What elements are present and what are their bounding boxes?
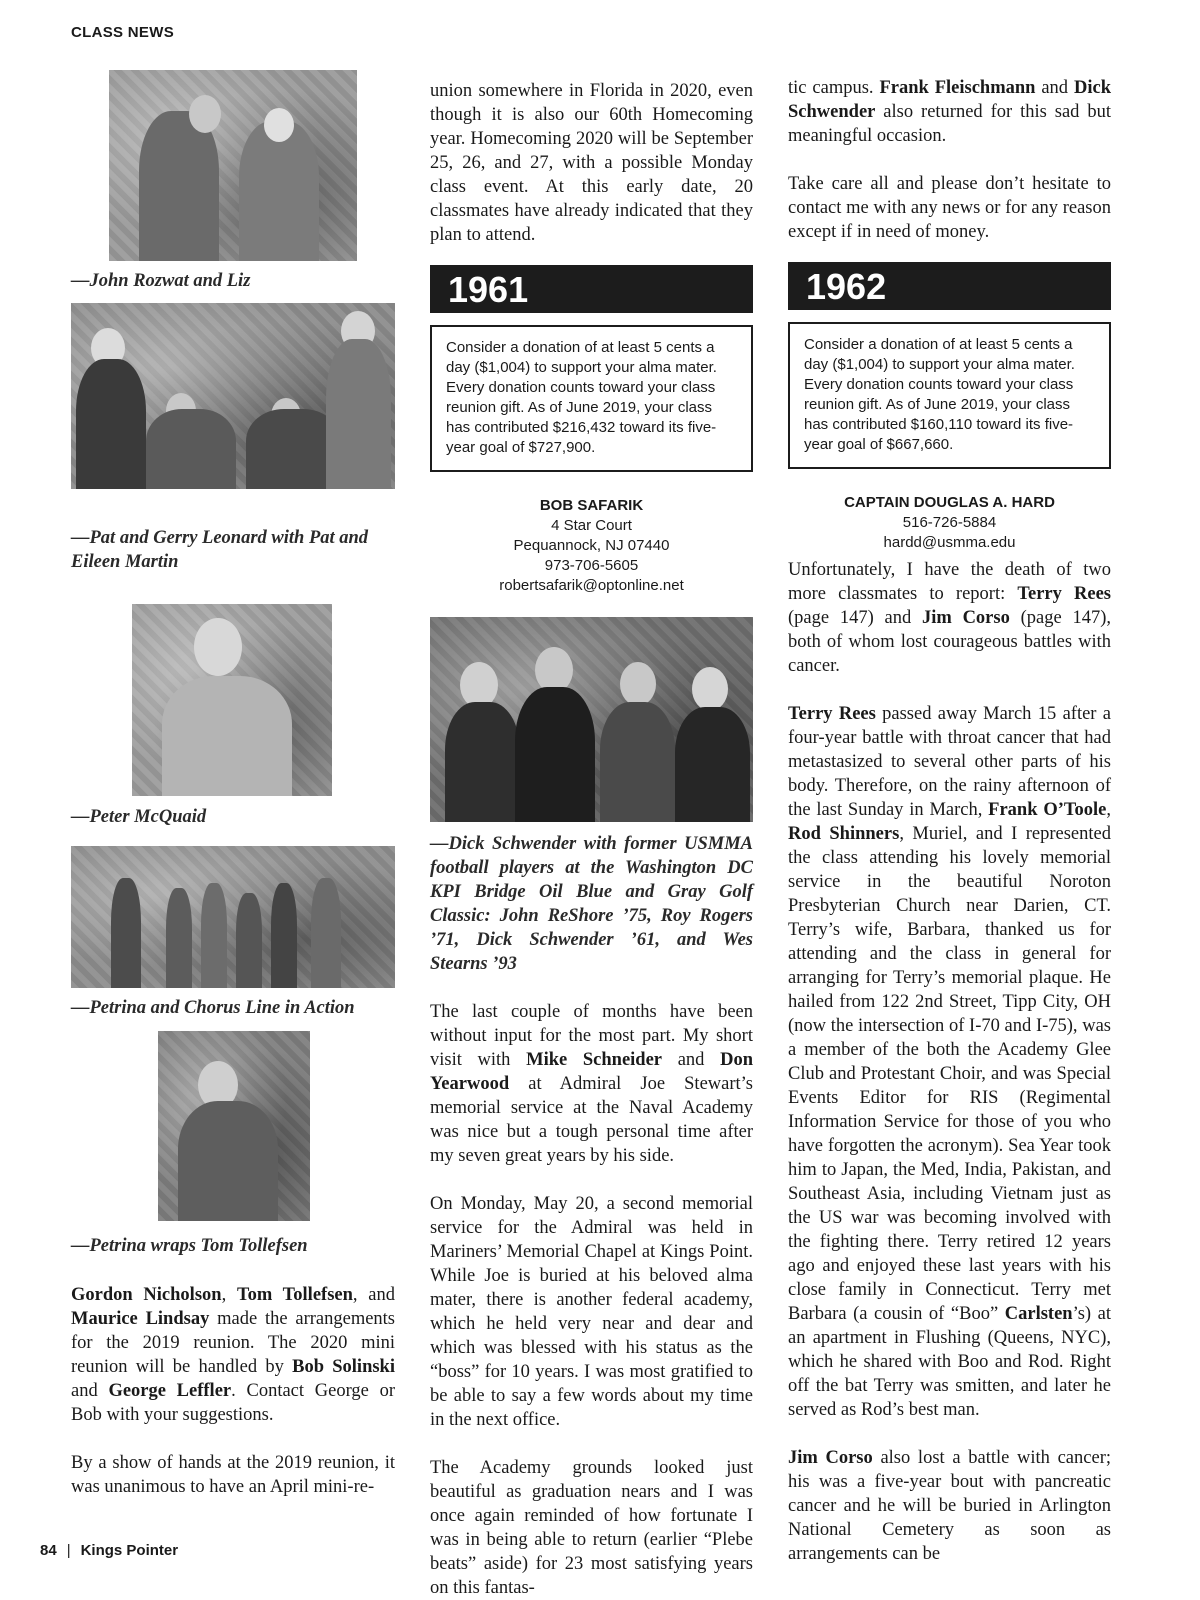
contact-address-line2: Pequannock, NJ 07440 (513, 537, 670, 554)
column-3 (788, 70, 1111, 1566)
photo-chorus-line (71, 846, 395, 988)
name-maurice-lindsay: Maurice Lindsay (71, 1309, 210, 1329)
name-george-leffler: George Leffler (108, 1381, 232, 1401)
caption-rozwat: —John Rozwat and Liz (71, 271, 251, 291)
col3-paragraph-jim-corso: Jim Corso also lost a battle with cancer; his was a five-year bout with pancreatic cancer and he will be buried in Arlington National Cemetery as soon as arrangements can be (788, 1448, 1111, 1564)
name-tom-tollefsen: Tom Tollefsen (236, 1285, 353, 1305)
contact-phone: 973-706-5605 (544, 557, 639, 574)
column-1 (71, 70, 395, 1499)
col3-paragraph-campus: tic campus. Frank Fleischmann and Dick Schwender also returned for this sad but meaningful occasion. (788, 78, 1111, 146)
contact-email[interactable]: robertsafarik@optonline.net (499, 577, 684, 594)
page-footer (40, 1542, 178, 1559)
caption-golf-classic: —Dick Schwender with former USMMA football players at the Washington DC KPI Bridge Oil Blue and Gray Golf Classic: John ReShore ’75, Roy Rogers ’71, Dick Schwender ’61, and Wes Stearns ’93 (430, 834, 753, 974)
name-frank-fleischmann: Frank Fleischmann (879, 78, 1036, 98)
photo-leonard-martin (71, 303, 395, 489)
col2-paragraph-intro: union somewhere in Florida in 2020, even though it is also our 60th Homecoming year. Homecoming 2020 will be September 25, 26, and 27, with a possible Monday class event. At this early date, 20 classmates have already indicated that they plan to attend. (430, 81, 753, 245)
name-rod-shinners: Rod Shinners (788, 824, 900, 844)
contact-phone: 516-726-5884 (902, 514, 997, 531)
col3-paragraph-terry-rees: Terry Rees passed away March 15 after a four-year battle with throat cancer that had metastasized to several other parts of his body. Therefore, on the rainy afternoon of the last Sunday in March, Frank O’Toole, Rod Shinners, Muriel, and I represented the class attending his lovely memorial service in the beautiful Noroton Presbyterian Church near Darien, CT. Terry’s wife, Barbara, thanked us for attending and the class in general for arranging for Terry’s memorial plaque. He hailed from 122 2nd Street, Tipp City, OH (now the intersection of I-70 and I-75), was a member of the both the Academy Glee Club and Protestant Choir, and was Special Events Editor for RIS (Regimental Information Service for those of you who have forgotten the acronym). Sea Year took him to Japan, the Med, India, Pakistan, and Southeast Asia, including Vietnam just as the US war was becoming involved with the fighting there. Terry retired 12 years ago and enjoyed these last years with his close family in Connecticut. Terry met Barbara (a cousin of “Boo” Carlsten’s) at an apartment in Flushing (Queens, NYC), which he shared with Boo and Rod. Right off the bat Terry was smitten, and later he served as Rod’s best man. (788, 704, 1111, 1420)
name-frank-otoole: Frank O’Toole (988, 800, 1107, 820)
photo-tollefsen (158, 1031, 310, 1221)
name-terry-rees: Terry Rees (788, 704, 876, 724)
contact-address-line1: 4 Star Court (551, 517, 632, 534)
name-gordon-nicholson: Gordon Nicholson (71, 1285, 222, 1305)
caption-chorus: —Petrina and Chorus Line in Action (71, 998, 355, 1018)
contact-email[interactable]: hardd@usmma.edu (883, 534, 1016, 551)
name-bob-solinski: Bob Solinski (292, 1357, 395, 1377)
year-heading-1961: 1961 (430, 265, 753, 313)
col3-paragraph-deaths: Unfortunately, I have the death of two more classmates to report: Terry Rees (page 147) and Jim Corso (page 147), both of whom lost courageous battles with cancer. (788, 560, 1111, 676)
caption-tollefsen: —Petrina wraps Tom Tollefsen (71, 1236, 308, 1256)
col3-paragraph-take-care: Take care all and please don’t hesitate to contact me with any news or for any reason except if in need of money. (788, 174, 1111, 242)
name-terry-rees: Terry Rees (1017, 584, 1111, 604)
col1-paragraph-show-of-hands: By a show of hands at the 2019 reunion, it was unanimous to have an April mini-re- (71, 1453, 395, 1497)
name-jim-corso: Jim Corso (922, 608, 1010, 628)
caption-mcquaid: —Peter McQuaid (71, 807, 207, 827)
donation-box-1962: Consider a donation of at least 5 cents a day ($1,004) to support your alma mater. Every donation counts toward your class reunion gift. As of June 2019, your class has contributed $160,110 toward its five-year goal of $667,660. (788, 322, 1111, 469)
contact-1962 (788, 493, 1111, 553)
name-jim-corso: Jim Corso (788, 1448, 873, 1468)
col1-paragraph-reunion: Gordon Nicholson, Tom Tollefsen, and Maurice Lindsay made the arrangements for the 2019 reunion. The 2020 mini reunion will be handled by Bob Solinski and George Leffler. Contact George or Bob with your suggestions. (71, 1285, 396, 1425)
contact-name: BOB SAFARIK (539, 497, 644, 514)
contact-name: CAPTAIN DOUGLAS A. HARD (844, 494, 1055, 511)
col2-paragraph-memorial: On Monday, May 20, a second memorial service for the Admiral was held in Mariners’ Memorial Chapel at Kings Point. While Joe is buried at his beloved alma mater, there is another federal academy, which he held very near and dear and which was blessed with his status as the “boss” for 10 years. I was most gratified to be able to say a few words about my time in the next office. (430, 1194, 753, 1430)
page-number: 84 (40, 1542, 57, 1559)
photo-golf-classic (430, 617, 753, 822)
photo-rozwat-liz (109, 70, 357, 261)
col2-paragraph-grounds: The Academy grounds looked just beautiful as graduation nears and I was once again reminded of how fortunate I was in being able to return (earlier “Plebe beats” aside) for 23 most satisfying years on this fantas- (430, 1458, 753, 1598)
footer-separator: | (66, 1542, 71, 1559)
name-mike-schneider: Mike Schneider (526, 1050, 663, 1070)
name-dick-schwender: Dick Schwender (788, 78, 1111, 122)
publication-name: Kings Pointer (80, 1542, 179, 1559)
name-don-yearwood: Don Yearwood (430, 1050, 753, 1094)
column-2 (430, 70, 753, 1600)
col2-paragraph-visit: The last couple of months have been without input for the most part. My short visit with Mike Schneider and Don Yearwood at Admiral Joe Stewart’s memorial service at the Naval Academy was nice but a tough personal time after my seven great years by his side. (430, 1002, 753, 1166)
caption-leonard-martin: —Pat and Gerry Leonard with Pat and Eileen Martin (71, 528, 369, 572)
year-heading-1962: 1962 (788, 262, 1111, 310)
donation-box-1961: Consider a donation of at least 5 cents a day ($1,004) to support your alma mater. Every donation counts toward your class reunion gift. As of June 2019, your class has contributed $216,432 toward its five-year goal of $727,900. (430, 325, 753, 472)
section-header: CLASS NEWS (71, 24, 175, 41)
photo-mcquaid (132, 604, 332, 796)
name-carlsten: Carlsten (1004, 1304, 1073, 1324)
contact-1961 (430, 496, 753, 596)
